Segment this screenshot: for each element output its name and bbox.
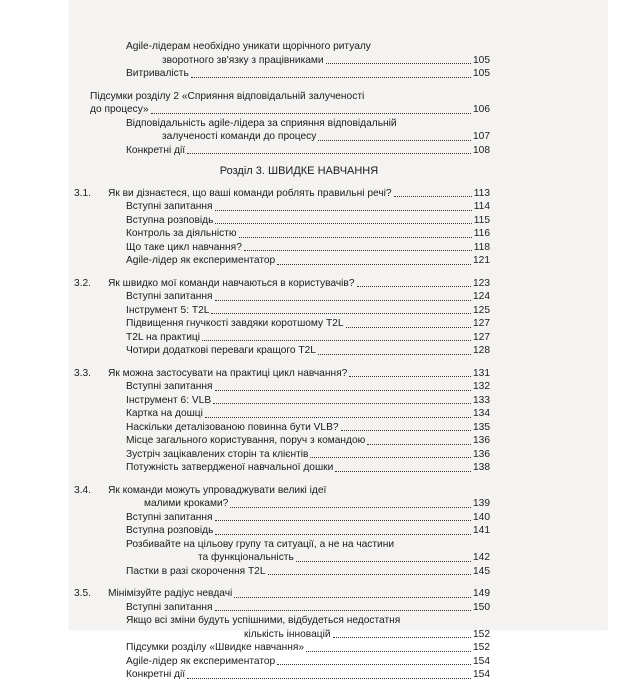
toc-entry-text: Вступні запитання — [126, 381, 213, 392]
toc-entry — [108, 200, 490, 214]
dot-leader — [268, 574, 471, 575]
toc-page-number: 116 — [473, 228, 490, 239]
toc-entry — [108, 380, 490, 394]
toc-entry-text: до процесу» — [90, 104, 149, 115]
section-title: Як швидко мої команди навчаються в користувачів? — [108, 277, 355, 289]
toc-page-number: 131 — [473, 367, 490, 379]
toc-entry — [108, 227, 490, 241]
toc-entry — [108, 524, 490, 538]
toc-entry — [108, 394, 490, 408]
toc-page-number: 113 — [473, 187, 490, 199]
section-number: 3.3. — [74, 367, 91, 379]
toc-entry-text: Підсумки розділу 2 «Сприяння відповідальній залученості — [90, 90, 365, 102]
toc-page-number: 114 — [473, 201, 490, 212]
toc-page-number: 118 — [473, 241, 490, 253]
dot-leader — [191, 77, 471, 78]
toc-entry-text: Agile-лідер як експериментатор — [126, 255, 276, 266]
toc-entry-text: Інструмент 5: T2L — [126, 304, 210, 316]
dot-leader — [333, 637, 471, 638]
toc-entry — [90, 103, 490, 117]
chapter-heading: Розділ 3. ШВИДКЕ НАВЧАННЯ — [219, 165, 379, 177]
toc-page-number: 125 — [473, 304, 490, 316]
toc-page-number: 128 — [473, 345, 490, 356]
toc-entry-text: Вступна розповідь — [126, 214, 214, 226]
toc-entry — [108, 421, 490, 435]
section-number: 3.5. — [74, 588, 91, 599]
dot-leader — [215, 534, 471, 535]
section-entry — [74, 367, 490, 381]
dot-leader — [215, 210, 472, 211]
dot-leader — [357, 286, 471, 287]
toc-entry-text: зворотного зв'язку з працівниками — [162, 54, 324, 66]
dot-leader — [318, 354, 471, 355]
toc-entry — [108, 565, 490, 579]
toc-entry — [108, 317, 490, 331]
toc-entry — [108, 117, 490, 131]
toc-entry — [108, 254, 490, 268]
toc-page-number: 105 — [473, 54, 490, 66]
toc-entry — [108, 344, 490, 358]
toc-entry-text: Вступні запитання — [126, 291, 213, 302]
toc-page-number: 142 — [473, 552, 490, 563]
dot-leader — [306, 651, 471, 652]
toc-page-number: 107 — [473, 131, 490, 142]
toc-entry-text: Витривалість — [126, 68, 189, 79]
toc-entry — [108, 331, 490, 345]
toc-page-number: 145 — [473, 565, 490, 577]
dot-leader — [318, 140, 471, 141]
toc-page-number: 140 — [473, 511, 490, 523]
section-number: 3.2. — [74, 277, 91, 289]
toc-entry — [108, 668, 490, 682]
toc-page-number: 154 — [473, 669, 490, 680]
section-title: Як команди можуть упроваджувати великі ідеї — [108, 484, 327, 496]
toc-entry-text: Пастки в разі скорочення T2L — [126, 565, 266, 577]
dot-leader — [213, 403, 471, 404]
toc-entry — [108, 601, 490, 615]
toc-entry-text: та функціональність — [198, 552, 294, 563]
dot-leader — [277, 664, 471, 665]
toc-page-number: 115 — [473, 214, 490, 226]
toc-page-number: 121 — [473, 255, 490, 266]
section-number: 3.1. — [74, 187, 91, 199]
toc-entry-text: Чотири додаткові переваги кращого T2L — [126, 345, 316, 356]
toc-entry — [108, 214, 490, 228]
toc-page-number: 127 — [473, 331, 490, 343]
toc-entry-text: Вступні запитання — [126, 511, 213, 523]
toc-entry-text: Якщо всі зміни будуть успішними, відбудеться недостатня — [126, 615, 401, 626]
toc-page-number: 154 — [473, 655, 490, 667]
toc-entry — [108, 434, 490, 448]
section-entry — [74, 277, 490, 291]
toc-page-number: 135 — [473, 421, 490, 433]
toc-page-number: 134 — [473, 408, 490, 419]
toc-entry-text: Інструмент 6: VLB — [126, 394, 212, 406]
toc-entry-text: T2L на практиці — [126, 331, 201, 343]
toc-entry — [108, 614, 490, 628]
toc-page-number: 150 — [473, 601, 490, 613]
section-title-continued: малими кроками? — [144, 498, 229, 509]
section-entry — [74, 587, 490, 601]
dot-leader — [346, 327, 471, 328]
dot-leader — [211, 313, 471, 314]
dot-leader — [187, 153, 471, 154]
section-entry — [74, 187, 490, 201]
dot-leader — [277, 264, 471, 265]
toc-entry-text: Що таке цикл навчання? — [126, 241, 242, 253]
toc-page-number: 149 — [473, 588, 490, 599]
toc-entry — [108, 144, 490, 158]
toc-entry — [108, 40, 490, 54]
dot-leader — [367, 444, 471, 445]
toc-entry-text: Наскільки деталізованою повинна бути VLB? — [126, 421, 339, 433]
toc-entry-text: Зустріч зацікавлених сторін та клієнтів — [126, 448, 309, 460]
toc-entry — [108, 54, 490, 68]
toc-page-number: 127 — [473, 318, 490, 329]
toc-page-number: 133 — [473, 394, 490, 406]
toc-entry — [108, 538, 490, 552]
toc-page-number: 136 — [473, 435, 490, 446]
dot-leader — [205, 417, 471, 418]
toc-entry-text: Підвищення гнучкості завдяки коротшому T2L — [126, 318, 344, 329]
section-number: 3.4. — [74, 484, 91, 496]
section-entry-continued — [108, 497, 490, 511]
dot-leader — [296, 561, 471, 562]
toc-entry-text: залученості команди до процесу — [162, 131, 317, 142]
toc-entry-text: Підсумки розділу «Швидке навчання» — [126, 642, 305, 653]
toc-entry-text: Контроль за діяльністю — [126, 228, 237, 239]
dot-leader — [310, 457, 471, 458]
toc-page-number: 106 — [473, 104, 490, 115]
toc-entry — [108, 130, 490, 144]
dot-leader — [335, 471, 471, 472]
toc-entry-text: Agile-лідер як експериментатор — [126, 655, 276, 667]
toc-entry-text: Розбивайте на цільову групу та ситуації, а не на частини — [126, 538, 395, 550]
toc-entry — [90, 90, 490, 104]
toc-page-number: 124 — [473, 291, 490, 302]
table-of-contents — [74, 40, 490, 682]
dot-leader — [341, 430, 471, 431]
toc-entry-text: Конкретні дії — [126, 669, 186, 680]
dot-leader — [244, 250, 472, 251]
toc-page-number: 138 — [473, 462, 490, 473]
dot-leader — [187, 678, 471, 679]
toc-page-number: 152 — [473, 642, 490, 653]
dot-leader — [230, 507, 471, 508]
section-title: Мінімізуйте радіус невдачі — [108, 588, 233, 599]
toc-entry — [108, 67, 490, 81]
toc-entry — [108, 655, 490, 669]
dot-leader — [215, 520, 471, 521]
dot-leader — [326, 63, 471, 64]
toc-entry-text: Agile-лідерам необхідно уникати щорічного ритуалу — [126, 41, 371, 52]
toc-entry-continued — [108, 551, 490, 565]
dot-leader — [215, 300, 471, 301]
toc-entry-text: Картка на дошці — [126, 408, 203, 419]
dot-leader — [202, 340, 471, 341]
dot-leader — [394, 196, 472, 197]
toc-page-number: 108 — [473, 144, 490, 156]
dot-leader — [215, 610, 471, 611]
dot-leader — [239, 237, 472, 238]
toc-page-number: 152 — [473, 628, 490, 640]
toc-entry — [108, 407, 490, 421]
dot-leader — [349, 376, 471, 377]
toc-entry-text: Вступна розповідь — [126, 525, 214, 536]
section-entry — [74, 484, 490, 498]
section-title: Як можна застосувати на практиці цикл навчання? — [108, 367, 348, 379]
toc-entry — [108, 641, 490, 655]
toc-entry-text: Конкретні дії — [126, 144, 186, 156]
toc-entry — [108, 304, 490, 318]
toc-entry — [108, 511, 490, 525]
toc-entry — [108, 290, 490, 304]
toc-page-number: 136 — [473, 448, 490, 460]
toc-page-number: 132 — [473, 381, 490, 392]
toc-entry — [108, 461, 490, 475]
toc-page-number: 105 — [473, 68, 490, 79]
toc-entry-text: кількість інновацій — [244, 628, 331, 640]
dot-leader — [215, 390, 471, 391]
dot-leader — [234, 597, 471, 598]
dot-leader — [151, 113, 471, 114]
toc-entry-text: Відповідальність agile-лідера за сприяння відповідальній — [126, 117, 397, 129]
toc-page-number: 141 — [473, 525, 490, 536]
toc-entry — [108, 448, 490, 462]
toc-entry-text: Вступні запитання — [126, 601, 213, 613]
toc-page-number: 123 — [473, 277, 490, 289]
section-title: Як ви дізнаєтеся, що ваші команди роблять правильні речі? — [108, 187, 392, 199]
toc-entry-text: Потужність затвердженої навчальної дошки — [126, 462, 334, 473]
toc-page-number: 139 — [473, 498, 490, 509]
toc-entry-text: Вступні запитання — [126, 201, 213, 212]
toc-entry — [108, 241, 490, 255]
toc-entry-text: Місце загального користування, поруч з командою — [126, 435, 366, 446]
dot-leader — [215, 223, 471, 224]
